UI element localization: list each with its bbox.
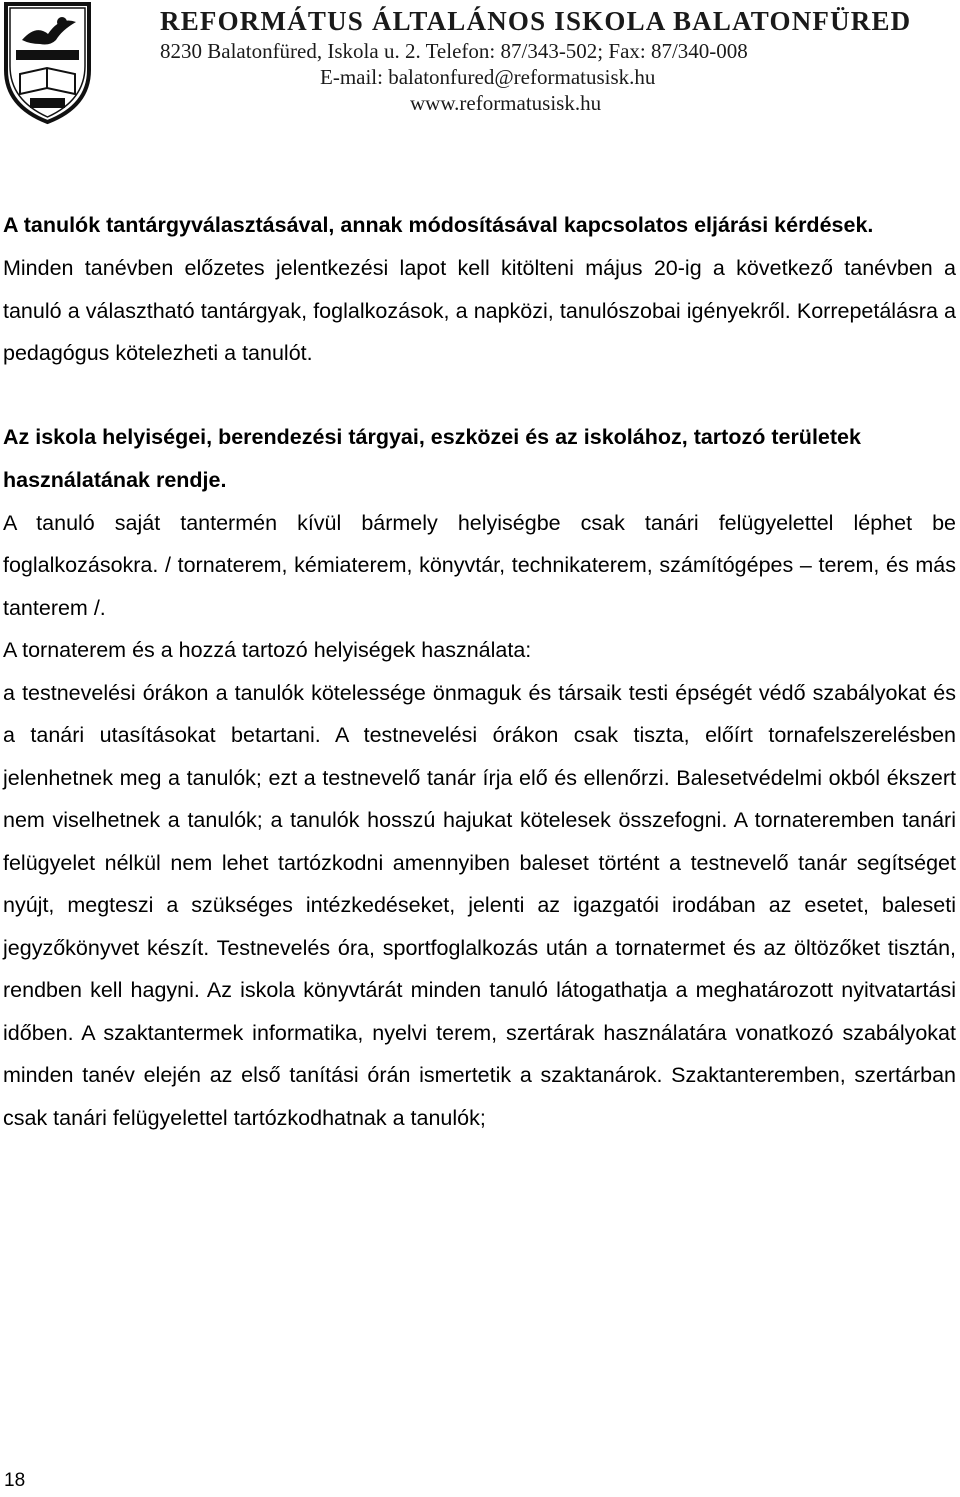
web-line: www.reformatusisk.hu <box>410 91 602 115</box>
letterhead <box>0 0 960 130</box>
address-line: 8230 Balatonfüred, Iskola u. 2. Telefon: 87/343-502; Fax: 87/340-008 <box>160 39 748 63</box>
paragraph-gym-rules: a testnevelési órákon a tanulók kötelessége önmaguk és társaik testi épségét védő szabályokat és a tanári utasításokat betartani. A testnevelési órákon csak tiszta, előírt tornafelszerelésben jelenhetnek meg a tanulók; ezt a testnevelő tanár írja elő és ellenőrzi. Balesetvédelmi okból ékszert nem viselhetnek a tanulók; a tanulók hosszú hajukat kötelesek összefogni. A tornateremben tanári felügyelet nélkül nem lehet tartózkodni amennyiben baleset történt a testnevelő tanár segítséget nyújt, megteszi a szükséges intézkedéseket, jelenti az igazgatói irodában az esetet, baleseti jegyzőkönyvet készít. Testnevelés óra, sportfoglalkozás után a tornatermet és az öltözőket tisztán, rendben kell hagyni. Az iskola könyvtárát minden tanuló látogathatja a meghatározott nyitvatartási időben. A szaktantermek informatika, nyelvi terem, szertárak használatára vonatkozó szabályokat minden tanév elején az első tanítási órán ismertetik a szaktanárok. Szaktanteremben, szertárban csak tanári felügyelettel tartózkodhatnak a tanulók; <box>3 680 956 1130</box>
school-crest-icon <box>0 0 95 125</box>
paragraph-room-access: A tanuló saját tantermén kívül bármely helyiségbe csak tanári felügyelettel léphet be foglalkozásokra. / tornaterem, kémiaterem, könyvtár, technikaterem, számítógépes – terem, és más tanterem /. <box>3 510 956 620</box>
section-heading-subject-choice: A tanulók tantárgyválasztásával, annak módosításával kapcsolatos eljárási kérdések. <box>3 213 874 237</box>
school-name: REFORMÁTUS ÁLTALÁNOS ISKOLA BALATONFÜRED <box>160 6 912 36</box>
section-heading-rooms-usage: Az iskola helyiségei, berendezési tárgyai, eszközei és az iskolához, tartozó területek használatának rendje. <box>3 424 861 492</box>
page-number: 18 <box>4 1470 26 1491</box>
spacer <box>3 375 956 416</box>
paragraph-subject-choice: Minden tanévben előzetes jelentkezési lapot kell kitölteni május 20-ig a következő tanévben a tanuló a választható tantárgyak, foglalkozások, a napközi, tanulószobai igényekről. Korrepetálásra a pedagógus kötelezheti a tanulót. <box>3 256 956 365</box>
email-line: E-mail: balatonfured@reformatusisk.hu <box>320 65 656 89</box>
paragraph-gym-title: A tornaterem és a hozzá tartozó helyiségek használata: <box>3 638 532 662</box>
document-body <box>3 204 956 1139</box>
